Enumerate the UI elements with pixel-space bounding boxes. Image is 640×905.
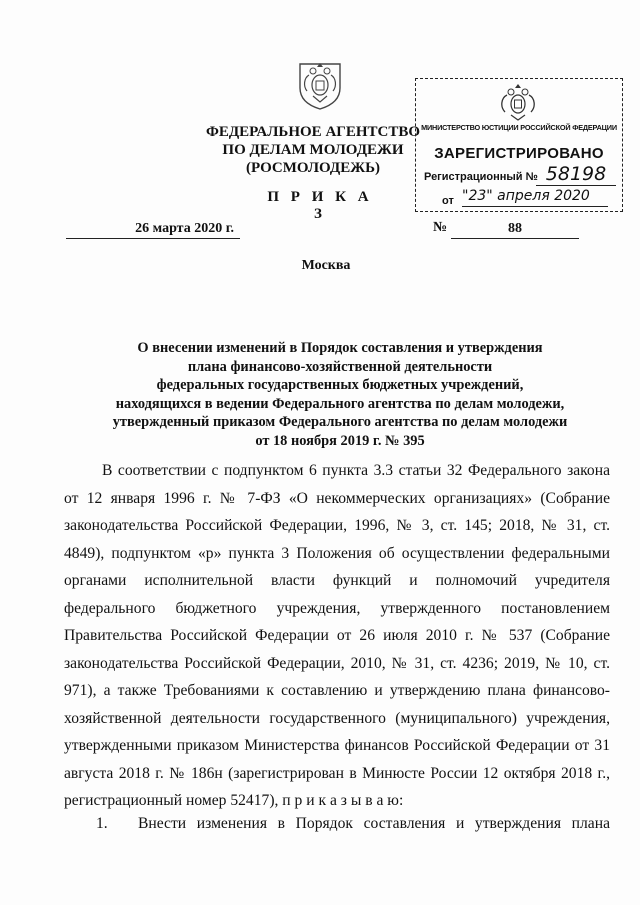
stamp-from-label: от [442, 195, 454, 207]
order-number-label: № [433, 220, 448, 235]
agency-name [200, 123, 426, 177]
coat-of-arms-emblem [297, 58, 343, 110]
city: Москва [301, 258, 351, 273]
title-line-4: находящихся в ведении Федерального агентства по делам молодежи, [115, 395, 565, 412]
stamp-emblem [498, 83, 538, 121]
agency-line-1: ФЕДЕРАЛЬНОЕ АГЕНТСТВО [205, 124, 421, 140]
preamble-paragraph: В соответствии с подпунктом 6 пункта 3.3 статьи 32 Федерального закона от 12 января 1996 г. № 7-ФЗ «О некоммерческих организациях» (Собрание законодательства Российской Федерации, 1996, № 3, ст. 145; 2018, № 31, ст. 4849), подпунктом «р» пункта 3 Положения об осуществлении федеральными органами исполнительной власти функций и полномочий учредителя федерального бюджетного учреждения, утвержденного постановлением Правительства Российской Федерации от 26 июля 2010 г. № 537 (Собрание законодательства Российской Федерации, 2010, № 31, ст. 4236; 2019, № 10, ст. 971), а также Требованиями к составлению и утверждению плана финансово-хозяйственной деятельности государственного (муниципального) учреждения, утвержденными приказом Министерства финансов Российской Федерации от 31 августа 2018 г. № 186н (зарегистрирован в Минюсте России 12 октября 2018 г., регистрационный номер 52417), п р и к а з ы в а ю: [64, 462, 610, 809]
stamp-eagle-icon [498, 83, 538, 121]
registration-stamp [415, 78, 623, 212]
title-line-2: плана финансово-хозяйственной деятельности [187, 358, 493, 375]
item-number: 1. [96, 815, 108, 832]
double-headed-eagle-icon [297, 58, 343, 110]
order-heading: П Р И К А З [267, 189, 373, 222]
title-line-3: федеральных государственных бюджетных учреждений, [156, 377, 524, 393]
document-title [70, 339, 610, 450]
stamp-reg-label: Регистрационный № [424, 171, 538, 183]
body-text [64, 457, 610, 815]
order-number: 88 [451, 220, 579, 239]
title-line-5: утвержденный приказом Федерального агентства по делам молодежи [112, 414, 568, 430]
agency-line-3: (РОСМОЛОДЕЖЬ) [246, 160, 380, 176]
title-line-1: О внесении изменений в Порядок составления и утверждения [137, 340, 543, 356]
stamp-reg-date: "23" апреля 2020 [462, 187, 608, 207]
order-date: 26 марта 2020 г. [66, 220, 240, 239]
agency-line-2: ПО ДЕЛАМ МОЛОДЕЖИ [222, 142, 404, 158]
item-text: Внести изменения в Порядок составления и утверждения плана [138, 815, 610, 832]
stamp-reg-number: 58198 [536, 163, 616, 186]
stamp-ministry: МИНИСТЕРСТВО ЮСТИЦИИ РОССИЙСКОЙ ФЕДЕРАЦИИ [421, 123, 617, 132]
title-line-6: от 18 ноября 2019 г. № 395 [255, 432, 425, 449]
stamp-title: ЗАРЕГИСТРИРОВАНО [434, 145, 604, 162]
